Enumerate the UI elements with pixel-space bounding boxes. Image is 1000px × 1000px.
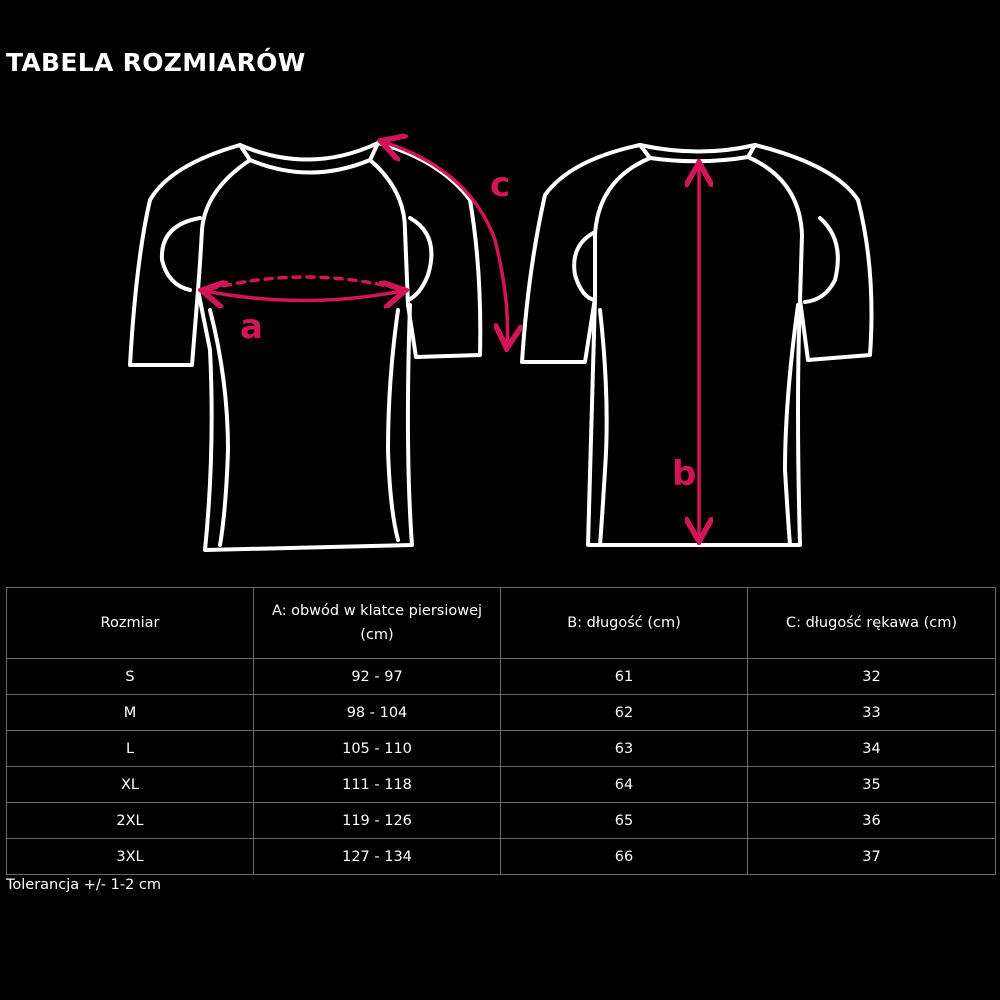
cell-sleeve: 37: [748, 839, 996, 875]
label-c: c: [490, 165, 511, 205]
cell-sleeve: 32: [748, 659, 996, 695]
cell-chest: 105 - 110: [254, 731, 501, 767]
label-a: a: [240, 307, 263, 347]
cell-sleeve: 36: [748, 803, 996, 839]
cell-chest: 92 - 97: [254, 659, 501, 695]
cell-sleeve: 33: [748, 695, 996, 731]
header-size: Rozmiar: [7, 588, 254, 659]
cell-length: 61: [501, 659, 748, 695]
header-chest: A: obwód w klatce piersiowej (cm): [254, 588, 501, 659]
shirt-back-outline: [522, 145, 872, 545]
cell-chest: 98 - 104: [254, 695, 501, 731]
measure-chest: [205, 277, 402, 301]
cell-sleeve: 34: [748, 731, 996, 767]
cell-size: L: [7, 731, 254, 767]
cell-sleeve: 35: [748, 767, 996, 803]
cell-size: S: [7, 659, 254, 695]
shirt-front-outline: [130, 143, 480, 550]
cell-length: 63: [501, 731, 748, 767]
size-diagram: [0, 130, 1000, 560]
table-row: [7, 731, 996, 767]
cell-size: 3XL: [7, 839, 254, 875]
label-b: b: [672, 454, 697, 494]
page-title: TABELA ROZMIARÓW: [6, 48, 306, 77]
cell-length: 64: [501, 767, 748, 803]
size-table: [6, 587, 996, 875]
table-row: [7, 659, 996, 695]
cell-length: 62: [501, 695, 748, 731]
header-length: B: długość (cm): [501, 588, 748, 659]
cell-size: XL: [7, 767, 254, 803]
header-sleeve: C: długość rękawa (cm): [748, 588, 996, 659]
cell-length: 66: [501, 839, 748, 875]
table-header-row: [7, 588, 996, 659]
cell-chest: 127 - 134: [254, 839, 501, 875]
table-row: [7, 839, 996, 875]
table-row: [7, 803, 996, 839]
table-row: [7, 767, 996, 803]
cell-chest: 111 - 118: [254, 767, 501, 803]
tolerance-note: Tolerancja +/- 1-2 cm: [6, 877, 162, 893]
cell-chest: 119 - 126: [254, 803, 501, 839]
cell-length: 65: [501, 803, 748, 839]
measure-sleeve: [384, 142, 511, 345]
cell-size: M: [7, 695, 254, 731]
table-row: [7, 695, 996, 731]
cell-size: 2XL: [7, 803, 254, 839]
